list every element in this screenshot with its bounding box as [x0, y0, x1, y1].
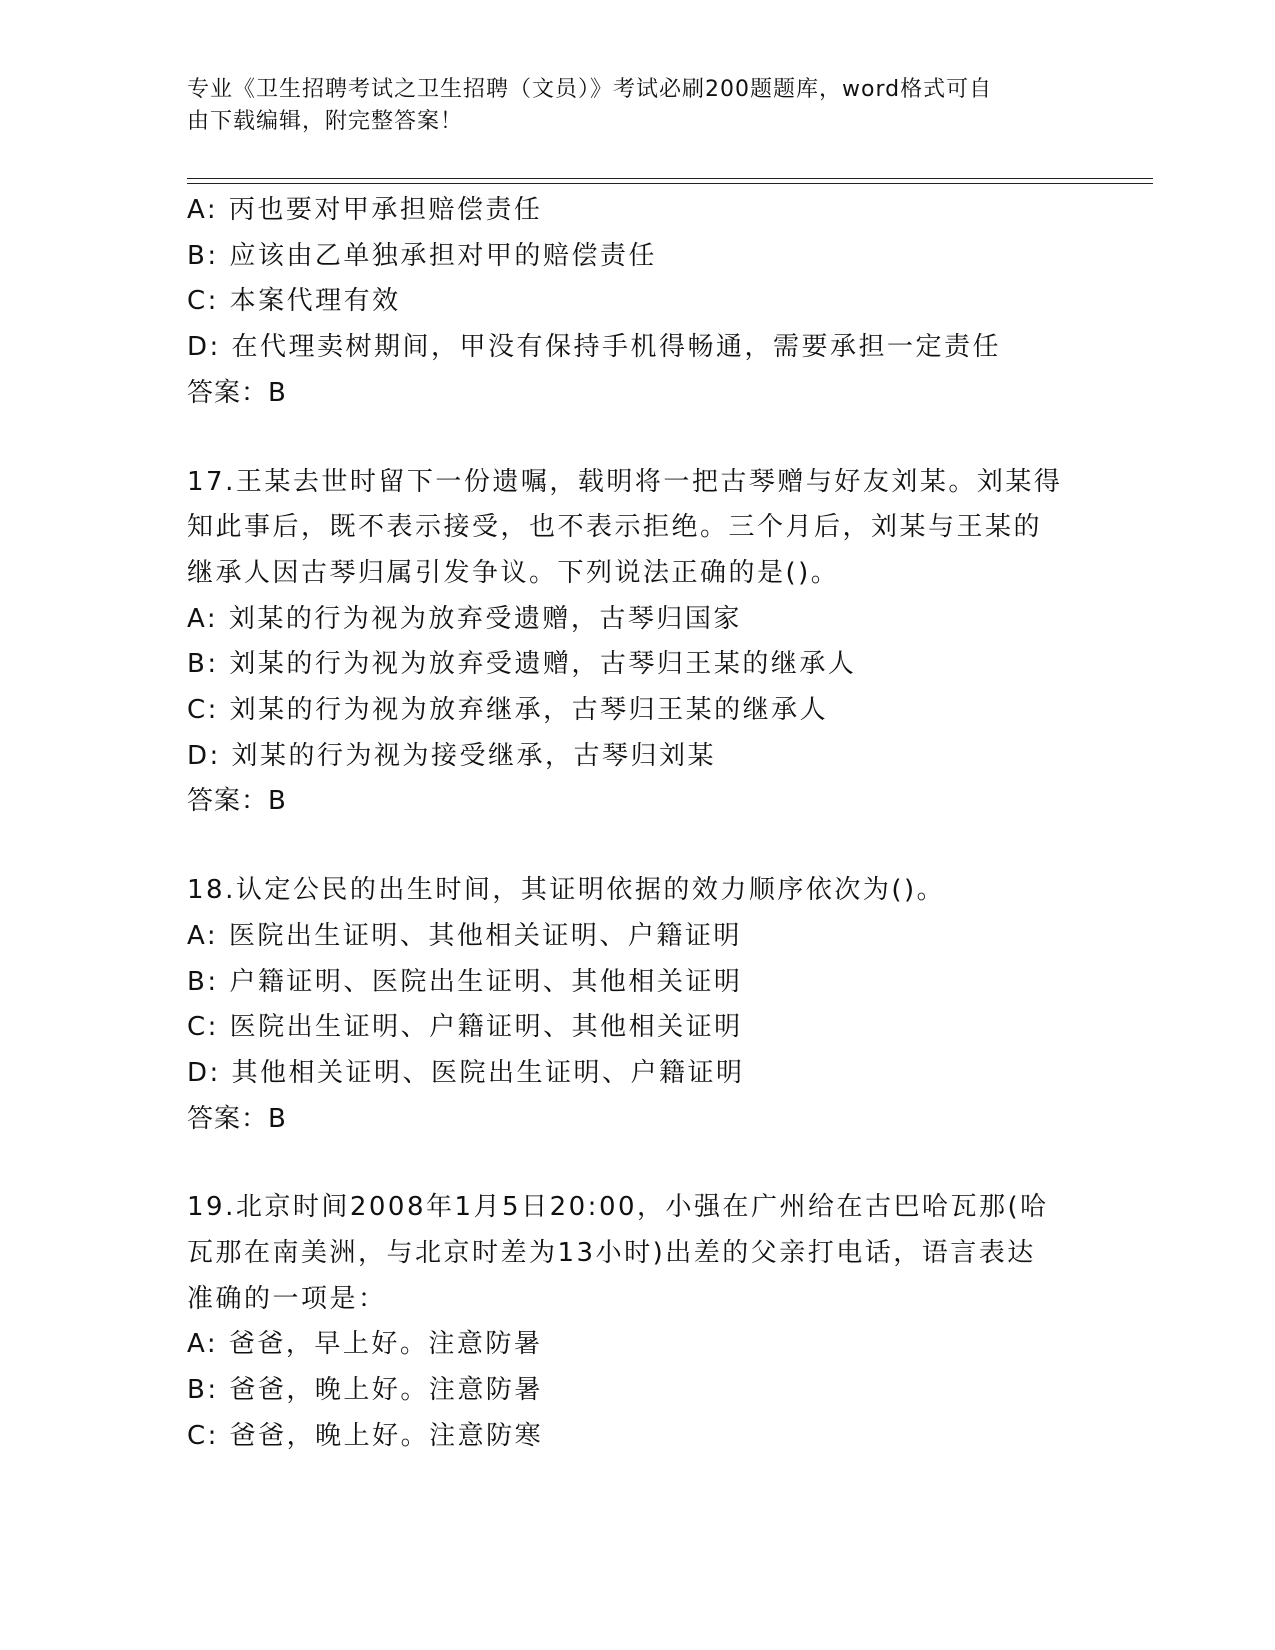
answer: 答案：B	[187, 786, 287, 817]
question-16-continued	[187, 188, 1087, 417]
option-a: A: 丙也要对甲承担赔偿责任	[187, 195, 543, 225]
option-d: D: 其他相关证明、医院出生证明、户籍证明	[187, 1057, 745, 1088]
header-divider-top	[187, 178, 1153, 179]
question-18	[187, 868, 1087, 1142]
question-stem-line: 瓦那在南美洲，与北京时差为13小时)出差的父亲打电话，语言表达	[187, 1238, 1036, 1269]
option-a: A: 刘某的行为视为放弃受遗赠，古琴归国家	[187, 603, 742, 634]
option-d: D: 在代理卖树期间，甲没有保持手机得畅通，需要承担一定责任	[187, 332, 1002, 363]
question-stem-line: 知此事后，既不表示接受，也不表示拒绝。三个月后，刘某与王某的	[187, 512, 1043, 543]
option-d: D: 刘某的行为视为接受继承，古琴归刘某	[187, 740, 717, 771]
option-c: C: 医院出生证明、户籍证明、其他相关证明	[187, 1012, 743, 1043]
option-c: C: 爸爸，晚上好。注意防寒	[187, 1420, 544, 1451]
answer: 答案：B	[187, 1103, 287, 1134]
answer: 答案：B	[187, 377, 287, 408]
option-c: C: 本案代理有效	[187, 286, 401, 317]
question-stem-line: 继承人因古琴归属引发争议。下列说法正确的是()。	[187, 557, 840, 588]
header-divider-bottom	[187, 183, 1153, 184]
question-list	[187, 188, 1087, 1460]
question-stem-line: 19.北京时间2008年1月5日20:00，小强在广州给在古巴哈瓦那(哈	[187, 1192, 1049, 1223]
header-line-1: 专业《卫生招聘考试之卫生招聘（文员）》考试必刷200题题库，word格式可自	[187, 77, 993, 102]
question-stem-line: 18.认定公民的出生时间，其证明依据的效力顺序依次为()。	[187, 875, 946, 906]
question-stem-line: 17.王某去世时留下一份遗嘱，载明将一把古琴赠与好友刘某。刘某得	[187, 466, 1063, 497]
question-19	[187, 1185, 1087, 1459]
document-header	[187, 74, 1067, 138]
option-b: B: 爸爸，晚上好。注意防暑	[187, 1375, 543, 1406]
option-a: A: 医院出生证明、其他相关证明、户籍证明	[187, 920, 742, 951]
question-stem-line: 准确的一项是：	[187, 1283, 387, 1314]
option-b: B: 应该由乙单独承担对甲的赔偿责任	[187, 240, 657, 271]
option-b: B: 户籍证明、医院出生证明、其他相关证明	[187, 966, 743, 997]
option-a: A: 爸爸，早上好。注意防暑	[187, 1329, 543, 1360]
option-b: B: 刘某的行为视为放弃受遗赠，古琴归王某的继承人	[187, 649, 857, 680]
question-17	[187, 460, 1087, 826]
header-line-2: 由下载编辑，附完整答案！	[187, 109, 464, 134]
option-c: C: 刘某的行为视为放弃继承，古琴归王某的继承人	[187, 695, 829, 726]
